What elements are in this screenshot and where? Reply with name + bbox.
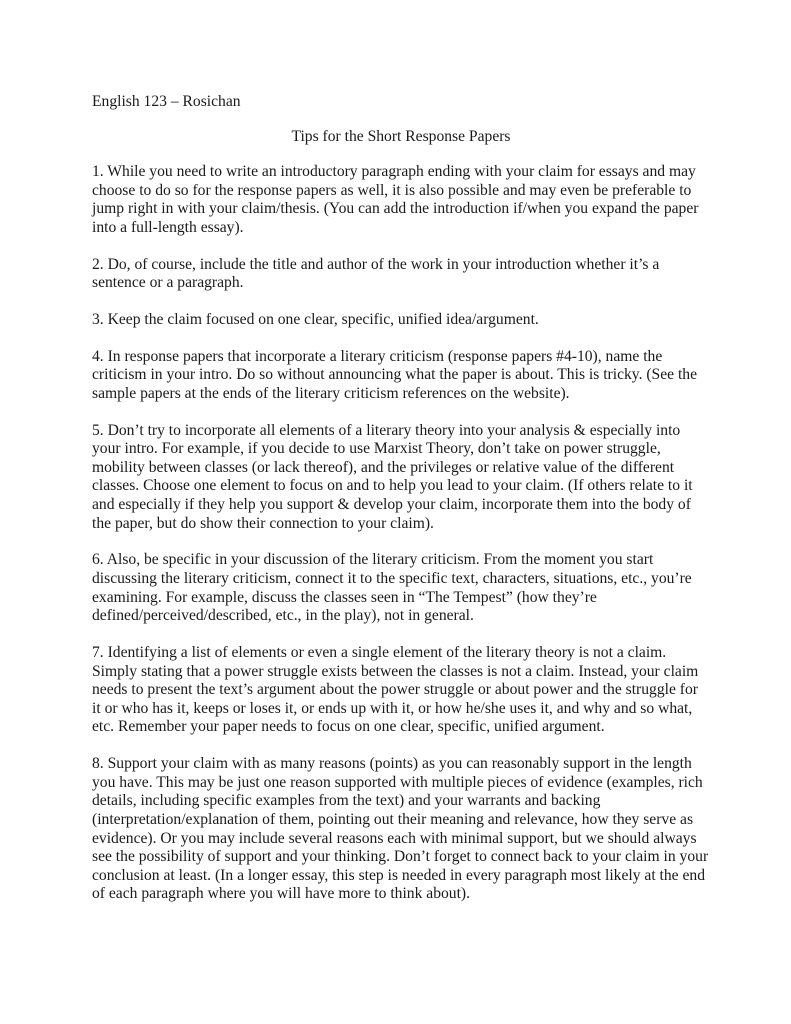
tip-7: 7. Identifying a list of elements or even a single element of the literary theory is not a claim. Simply stating that a power struggle exists between the classes is not a claim. Instead, your claim needs to present the text’s argument about the power struggle or about power and the struggle for it or who has it, keeps or loses it, or ends up with it, or how he/she uses it, and why and so what, etc. Remember your paper needs to focus on one clear, specific, unified argument. <box>92 643 699 736</box>
document-title: Tips for the Short Response Papers <box>291 127 511 145</box>
tip-5: 5. Don’t try to incorporate all elements of a literary theory into your analysis & especially into your intro. For example, if you decide to use Marxist Theory, don’t take on power struggle, mobility between classes (or lack thereof), and the privileges or relative value of the different classes. Choose one element to focus on and to help you lead to your claim. (If others relate to it and especially if they help you support & develop your claim, incorporate them into the body of the paper, but do show their connection to your claim). <box>92 421 693 532</box>
tip-1: 1. While you need to write an introductory paragraph ending with your claim for essays and may choose to do so for the response papers as well, it is also possible and may even be preferable to jump right in with your claim/thesis. (You can add the introduction if/when you expand the paper into a full-length essay). <box>92 162 699 236</box>
document-page <box>92 93 710 922</box>
tip-8: 8. Support your claim with as many reasons (points) as you can reasonably support in the length you have. This may be just one reason supported with multiple pieces of evidence (examples, rich details, including specific examples from the text) and your warrants and backing (interpretation/explanation of them, pointing out their meaning and relevance, how they serve as evidence). Or you may include several reasons each with minimal support, but we should always see the possibility of support and your thinking. Don’t forget to connect back to your claim in your conclusion at least. (In a longer essay, this step is needed in every paragraph most likely at the end of each paragraph where you will have more to think about). <box>92 755 709 903</box>
tip-2: 2. Do, of course, include the title and author of the work in your introduction whether it’s a sentence or a paragraph. <box>92 255 660 292</box>
course-header: English 123 – Rosichan <box>92 93 241 110</box>
tips-list <box>92 163 710 904</box>
tip-4: 4. In response papers that incorporate a literary criticism (response papers #4-10), name the criticism in your intro. Do so without announcing what the paper is about. This is tricky. (See the sample papers at the ends of the literary criticism references on the website). <box>92 347 698 402</box>
tip-6: 6. Also, be specific in your discussion of the literary criticism. From the moment you start discussing the literary criticism, connect it to the specific text, characters, situations, etc., you’re examining. For example, discuss the classes seen in “The Tempest” (how they’re defined/perceived/described, etc., in the play), not in general. <box>92 551 692 625</box>
tip-3: 3. Keep the claim focused on one clear, specific, unified idea/argument. <box>92 310 539 328</box>
